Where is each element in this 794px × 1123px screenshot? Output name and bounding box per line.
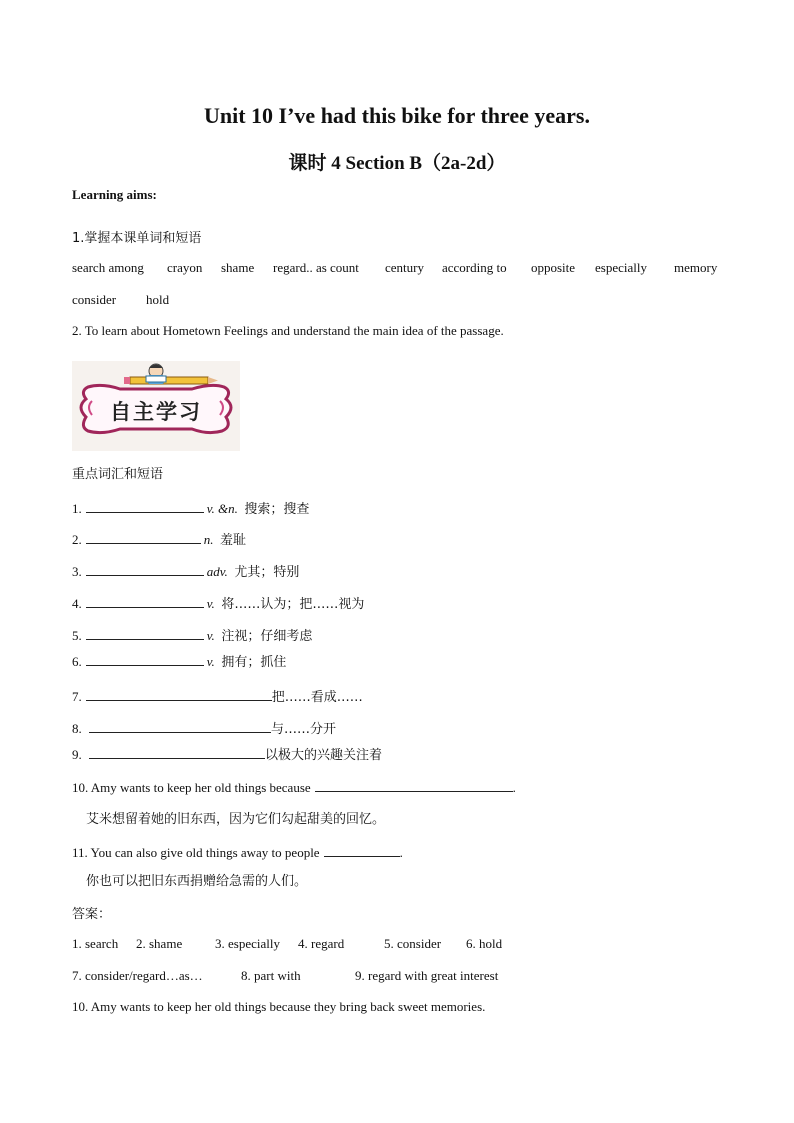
banner-text: 自主学习 bbox=[110, 400, 202, 424]
self-study-banner bbox=[72, 361, 240, 451]
answer-blank[interactable] bbox=[89, 745, 265, 759]
page-subtitle: 课时 4 Section B（2a-2d） bbox=[288, 153, 506, 174]
learning-aims-heading: Learning aims: bbox=[72, 187, 157, 202]
vocab-word: according to bbox=[442, 260, 507, 275]
sentence-exercise bbox=[72, 778, 516, 796]
exercise-number: 6. bbox=[72, 654, 82, 669]
answer-item: 5. consider bbox=[384, 936, 442, 951]
meaning: 搜索；搜查 bbox=[244, 502, 310, 517]
answer-item: 2. shame bbox=[136, 936, 183, 951]
meaning: 注视；仔细考虑 bbox=[221, 629, 313, 644]
learning-aim-1: 1.掌握本课单词和短语 bbox=[72, 231, 202, 246]
sentence-text: 10. Amy wants to keep her old things because bbox=[72, 780, 311, 795]
answer-blank[interactable] bbox=[89, 719, 271, 733]
meaning: 拥有；抓住 bbox=[221, 655, 287, 670]
answer-item: 7. consider/regard…as… bbox=[72, 968, 203, 983]
answer-item: 9. regard with great interest bbox=[355, 968, 499, 983]
sentence-exercise bbox=[72, 843, 403, 861]
vocab-word: search among bbox=[72, 260, 144, 275]
sentence-text: 11. You can also give old things away to people bbox=[72, 845, 320, 860]
answer-blank[interactable] bbox=[86, 594, 204, 608]
meaning: 与……分开 bbox=[271, 722, 337, 737]
exercise-item bbox=[72, 625, 312, 644]
answer-blank[interactable] bbox=[324, 843, 400, 857]
exercise-item bbox=[72, 686, 363, 705]
answer-blank[interactable] bbox=[86, 562, 204, 576]
sentence-translation: 你也可以把旧东西捐赠给急需的人们。 bbox=[86, 874, 308, 889]
exercise-number: 4. bbox=[72, 596, 82, 611]
vocab-word: consider bbox=[72, 292, 117, 307]
part-of-speech: v. bbox=[206, 596, 215, 611]
exercise-number: 7. bbox=[72, 689, 82, 704]
exercise-item bbox=[72, 529, 246, 548]
answer-item: 1. search bbox=[72, 936, 119, 951]
meaning: 尤其；特别 bbox=[234, 565, 300, 580]
exercise-number: 1. bbox=[72, 501, 82, 516]
part-of-speech: n. bbox=[203, 532, 214, 547]
answer-item: 4. regard bbox=[298, 936, 345, 951]
meaning: 将……认为；把……视为 bbox=[221, 597, 365, 612]
answer-blank[interactable] bbox=[86, 687, 272, 701]
exercise-number: 2. bbox=[72, 532, 82, 547]
vocab-word: shame bbox=[221, 260, 255, 275]
answer-blank[interactable] bbox=[86, 530, 201, 544]
page-title: Unit 10 I’ve had this bike for three years. bbox=[203, 103, 590, 128]
exercise-item bbox=[72, 498, 309, 517]
answer-blank[interactable] bbox=[315, 778, 513, 792]
answer-item: 6. hold bbox=[466, 936, 503, 951]
answer-blank[interactable] bbox=[86, 652, 204, 666]
meaning: 羞耻 bbox=[220, 533, 247, 548]
part-of-speech: v. bbox=[206, 628, 215, 643]
answer-item: 3. especially bbox=[215, 936, 280, 951]
exercise-item bbox=[72, 561, 299, 580]
sentence-end: . bbox=[399, 845, 403, 860]
vocab-word: century bbox=[385, 260, 424, 275]
section-heading: 重点词汇和短语 bbox=[72, 467, 164, 482]
exercise-item bbox=[72, 651, 286, 670]
learning-aim-2: 2. To learn about Hometown Feelings and understand the main idea of the passage. bbox=[72, 323, 504, 338]
vocab-word: hold bbox=[146, 292, 170, 307]
part-of-speech: v. bbox=[206, 654, 215, 669]
answers-heading: 答案： bbox=[72, 907, 112, 922]
exercise-number: 9. bbox=[72, 747, 82, 762]
answer-item: 10. Amy wants to keep her old things because they bring back sweet memories. bbox=[72, 999, 486, 1014]
meaning: 把……看成…… bbox=[271, 690, 363, 705]
exercise-item bbox=[72, 593, 364, 612]
vocab-word: regard.. as count bbox=[273, 260, 359, 275]
sentence-end: . bbox=[512, 780, 516, 795]
part-of-speech: v. &n. bbox=[206, 501, 238, 516]
vocab-word: opposite bbox=[531, 260, 576, 275]
exercise-number: 3. bbox=[72, 564, 82, 579]
answer-item: 8. part with bbox=[241, 968, 301, 983]
exercise-number: 5. bbox=[72, 628, 82, 643]
part-of-speech: adv. bbox=[206, 564, 228, 579]
answer-blank[interactable] bbox=[86, 626, 204, 640]
vocab-word: memory bbox=[674, 260, 718, 275]
exercise-item bbox=[72, 744, 382, 763]
vocab-word: crayon bbox=[167, 260, 203, 275]
exercise-number: 8. bbox=[72, 721, 82, 736]
answer-blank[interactable] bbox=[86, 499, 204, 513]
exercise-item bbox=[72, 718, 336, 737]
vocab-word: especially bbox=[595, 260, 647, 275]
meaning: 以极大的兴趣关注着 bbox=[265, 748, 383, 763]
sentence-translation: 艾米想留着她的旧东西，因为它们勾起甜美的回忆。 bbox=[86, 812, 386, 827]
